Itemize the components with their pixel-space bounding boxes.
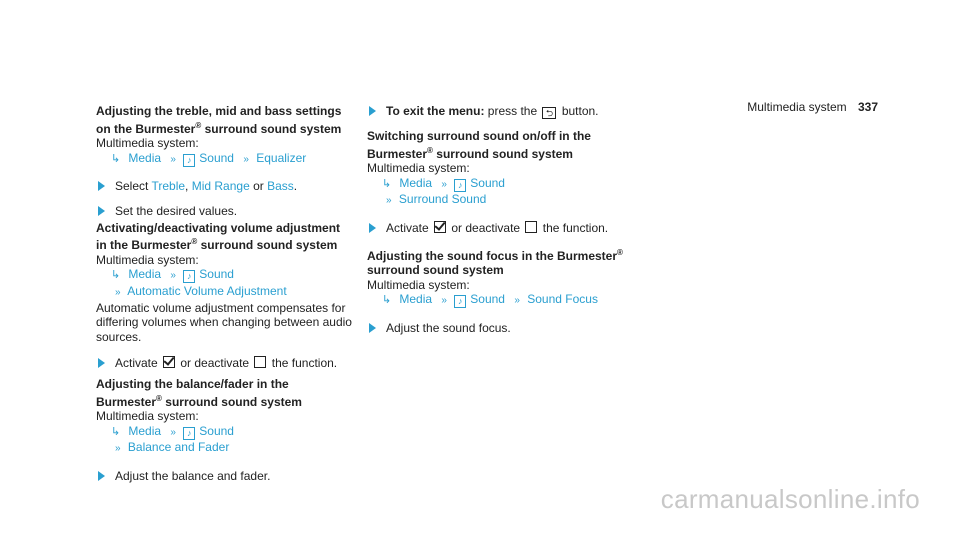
path-media-link[interactable]: Media bbox=[128, 150, 162, 165]
menu-path-focus bbox=[367, 292, 637, 309]
checkbox-empty-icon bbox=[254, 356, 266, 368]
path-sound-focus-link[interactable]: Sound Focus bbox=[527, 292, 598, 307]
checkbox-checked-icon bbox=[434, 221, 446, 233]
menu-path-surround-cont bbox=[367, 192, 637, 209]
watermark: carmanualsonline.info bbox=[660, 484, 920, 514]
step-adjust-balance: Adjust the balance and fader. bbox=[96, 469, 376, 484]
music-note-icon: ♪ bbox=[454, 295, 466, 308]
path-media-link[interactable]: Media bbox=[399, 292, 433, 307]
path-surround-sound-link[interactable]: Surround Sound bbox=[398, 192, 487, 207]
menu-path-volume-cont bbox=[96, 284, 376, 301]
option-bass[interactable]: Bass bbox=[267, 179, 294, 194]
page-number: 337 bbox=[857, 100, 878, 114]
path-sound-link[interactable]: Sound bbox=[470, 175, 505, 190]
section-title: Multimedia system bbox=[747, 100, 847, 114]
menu-path-balance bbox=[96, 424, 376, 441]
right-column bbox=[367, 104, 637, 336]
turn-arrow-icon: ↳ bbox=[382, 294, 392, 307]
step-select-band: Select Treble, Mid Range or Bass. bbox=[96, 179, 376, 194]
step-adjust-focus: Adjust the sound focus. bbox=[367, 321, 637, 336]
step-arrow-icon bbox=[369, 106, 376, 116]
system-label: Multimedia system: bbox=[367, 277, 470, 292]
system-label: Multimedia system: bbox=[96, 252, 199, 267]
turn-arrow-icon: ↳ bbox=[111, 269, 121, 282]
path-media-link[interactable]: Media bbox=[399, 175, 433, 190]
path-balance-fader-link[interactable]: Balance and Fader bbox=[127, 440, 230, 455]
checkbox-checked-icon bbox=[163, 356, 175, 368]
step-toggle-volume: Activate or deactivate the function. bbox=[96, 356, 376, 371]
chevron-icon: » bbox=[386, 195, 392, 207]
chevron-icon: » bbox=[243, 153, 249, 165]
step-arrow-icon bbox=[98, 181, 105, 191]
step-toggle-surround: Activate or deactivate the function. bbox=[367, 221, 637, 236]
chevron-icon: » bbox=[115, 443, 121, 455]
path-media-link[interactable]: Media bbox=[128, 267, 162, 282]
music-note-icon: ♪ bbox=[183, 270, 195, 283]
menu-path-eq bbox=[96, 151, 376, 168]
path-media-link[interactable]: Media bbox=[128, 423, 162, 438]
chevron-icon: » bbox=[514, 295, 520, 307]
path-equalizer-link[interactable]: Equalizer bbox=[256, 150, 307, 165]
chevron-icon: » bbox=[170, 426, 176, 438]
section-heading-eq: Adjusting the treble, mid and bass settings on the Burmester® surround sound system bbox=[96, 104, 342, 136]
chevron-icon: » bbox=[170, 153, 176, 165]
step-arrow-icon bbox=[98, 206, 105, 216]
path-sound-link[interactable]: Sound bbox=[199, 423, 234, 438]
system-label: Multimedia system: bbox=[367, 161, 470, 176]
chevron-icon: » bbox=[441, 178, 447, 190]
chevron-icon: » bbox=[441, 295, 447, 307]
turn-arrow-icon: ↳ bbox=[111, 425, 121, 438]
turn-arrow-icon: ↳ bbox=[111, 152, 121, 165]
path-auto-volume-link[interactable]: Automatic Volume Adjustment bbox=[127, 283, 287, 298]
section-heading-surround: Switching surround sound on/off in the Burmester® surround sound system bbox=[367, 129, 591, 161]
path-sound-link[interactable]: Sound bbox=[199, 150, 234, 165]
section-heading-balance: Adjusting the balance/fader in the Burmester® surround sound system bbox=[96, 376, 302, 409]
path-sound-link[interactable]: Sound bbox=[470, 292, 505, 307]
section-heading-focus: Adjusting the sound focus in the Burmester® surround sound system bbox=[367, 247, 623, 278]
music-note-icon: ♪ bbox=[183, 154, 195, 167]
path-sound-link[interactable]: Sound bbox=[199, 267, 234, 282]
step-set-values: Set the desired values. bbox=[96, 204, 376, 219]
step-arrow-icon bbox=[369, 223, 376, 233]
music-note-icon: ♪ bbox=[183, 427, 195, 440]
music-note-icon: ♪ bbox=[454, 179, 466, 192]
turn-arrow-icon: ↳ bbox=[382, 177, 392, 190]
option-mid-range[interactable]: Mid Range bbox=[191, 179, 250, 194]
step-arrow-icon bbox=[98, 471, 105, 481]
step-exit-menu: To exit the menu: press the ⮌ button. bbox=[367, 104, 637, 119]
system-label: Multimedia system: bbox=[96, 136, 199, 151]
menu-path-volume bbox=[96, 267, 376, 284]
checkbox-empty-icon bbox=[525, 221, 537, 233]
step-arrow-icon bbox=[98, 358, 105, 368]
left-column bbox=[96, 104, 376, 483]
back-button-icon: ⮌ bbox=[542, 107, 556, 119]
system-label: Multimedia system: bbox=[96, 409, 199, 424]
menu-path-surround bbox=[367, 176, 637, 193]
auto-volume-description: Automatic volume adjustment compensates for differing volumes when changing between audio sources. bbox=[96, 300, 352, 344]
page-header bbox=[747, 100, 878, 114]
option-treble[interactable]: Treble bbox=[151, 179, 186, 194]
step-arrow-icon bbox=[369, 323, 376, 333]
chevron-icon: » bbox=[170, 270, 176, 282]
chevron-icon: » bbox=[115, 286, 121, 298]
menu-path-balance-cont bbox=[96, 440, 376, 457]
section-heading-volume: Activating/deactivating volume adjustment in the Burmester® surround sound system bbox=[96, 220, 341, 253]
